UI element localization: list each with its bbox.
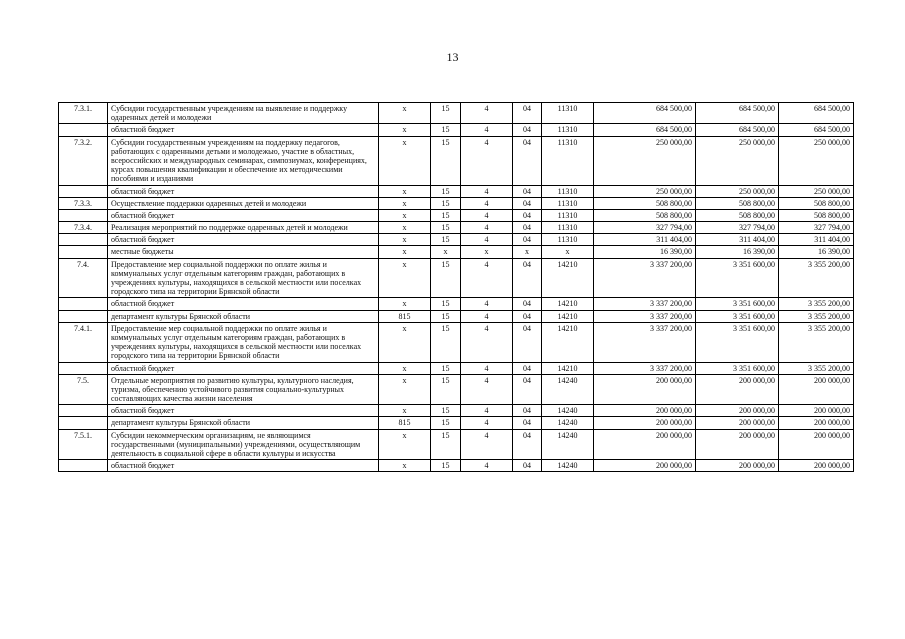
table-row	[59, 405, 854, 417]
code-subprogram: 4	[461, 124, 513, 136]
code-section: 04	[513, 405, 542, 417]
code-program: 15	[431, 234, 461, 246]
amount-year-3: 3 355 200,00	[779, 298, 854, 310]
table-row	[59, 185, 854, 197]
code-section: 04	[513, 124, 542, 136]
amount-year-2: 327 794,00	[696, 222, 779, 234]
code-ministry: х	[379, 197, 431, 209]
table-body	[59, 103, 854, 472]
code-direction: 14240	[542, 405, 594, 417]
amount-year-1: 200 000,00	[594, 460, 696, 472]
code-direction: 14240	[542, 460, 594, 472]
code-program: 15	[431, 136, 461, 185]
table-row	[59, 209, 854, 221]
code-direction: 11310	[542, 222, 594, 234]
row-name: департамент культуры Брянской области	[108, 417, 379, 429]
code-subprogram: 4	[461, 310, 513, 322]
amount-year-3: 16 390,00	[779, 246, 854, 258]
table-row	[59, 124, 854, 136]
amount-year-2: 3 351 600,00	[696, 258, 779, 298]
row-number	[59, 246, 108, 258]
code-subprogram: 4	[461, 197, 513, 209]
code-subprogram: 4	[461, 374, 513, 405]
row-number: 7.5.1.	[59, 429, 108, 460]
amount-year-3: 3 355 200,00	[779, 258, 854, 298]
code-section: 04	[513, 185, 542, 197]
code-section: 04	[513, 197, 542, 209]
row-name: областной бюджет	[108, 124, 379, 136]
amount-year-3: 3 355 200,00	[779, 362, 854, 374]
code-direction: 11310	[542, 197, 594, 209]
table-row	[59, 322, 854, 362]
code-ministry: х	[379, 429, 431, 460]
row-number: 7.3.4.	[59, 222, 108, 234]
row-number	[59, 209, 108, 221]
table-row	[59, 429, 854, 460]
row-number: 7.4.	[59, 258, 108, 298]
row-number	[59, 460, 108, 472]
amount-year-2: 684 500,00	[696, 103, 779, 124]
table-row	[59, 103, 854, 124]
code-program: 15	[431, 460, 461, 472]
amount-year-1: 311 404,00	[594, 234, 696, 246]
amount-year-3: 684 500,00	[779, 103, 854, 124]
amount-year-1: 200 000,00	[594, 374, 696, 405]
code-direction: 14210	[542, 322, 594, 362]
amount-year-2: 200 000,00	[696, 417, 779, 429]
amount-year-1: 3 337 200,00	[594, 322, 696, 362]
code-direction: 14210	[542, 258, 594, 298]
amount-year-2: 311 404,00	[696, 234, 779, 246]
amount-year-3: 508 800,00	[779, 197, 854, 209]
amount-year-2: 3 351 600,00	[696, 310, 779, 322]
amount-year-2: 200 000,00	[696, 374, 779, 405]
code-section: 04	[513, 322, 542, 362]
table-row	[59, 234, 854, 246]
code-section: 04	[513, 103, 542, 124]
row-name: местные бюджеты	[108, 246, 379, 258]
code-section: 04	[513, 209, 542, 221]
code-program: 15	[431, 197, 461, 209]
amount-year-1: 508 800,00	[594, 197, 696, 209]
code-direction: 11310	[542, 209, 594, 221]
amount-year-1: 508 800,00	[594, 209, 696, 221]
code-section: х	[513, 246, 542, 258]
amount-year-2: 3 351 600,00	[696, 298, 779, 310]
amount-year-1: 250 000,00	[594, 185, 696, 197]
table-row	[59, 258, 854, 298]
code-subprogram: 4	[461, 417, 513, 429]
table-row	[59, 197, 854, 209]
code-program: 15	[431, 362, 461, 374]
amount-year-2: 250 000,00	[696, 136, 779, 185]
amount-year-3: 200 000,00	[779, 374, 854, 405]
code-subprogram: 4	[461, 429, 513, 460]
amount-year-3: 200 000,00	[779, 417, 854, 429]
code-program: 15	[431, 258, 461, 298]
code-direction: 14240	[542, 374, 594, 405]
code-subprogram: 4	[461, 460, 513, 472]
budget-table	[58, 102, 854, 472]
row-number: 7.3.1.	[59, 103, 108, 124]
amount-year-1: 684 500,00	[594, 124, 696, 136]
code-subprogram: 4	[461, 222, 513, 234]
page-number: 13	[446, 50, 459, 64]
row-number: 7.5.	[59, 374, 108, 405]
row-name: Субсидии государственным учреждениям на выявление и поддержку одаренных детей и молодежи	[108, 103, 379, 124]
amount-year-1: 200 000,00	[594, 429, 696, 460]
code-program: 15	[431, 417, 461, 429]
amount-year-3: 3 355 200,00	[779, 322, 854, 362]
table-row	[59, 460, 854, 472]
row-number	[59, 405, 108, 417]
row-name: Субсидии государственным учреждениям на поддержку педагогов, работающих с одаренными детьми и молодежью, участие в областных, всероссийских и международных семинарах, симпозиумах, конференциях, курсах повышения квалификации и обеспечение их методическими пособиями и изданиями	[108, 136, 379, 185]
amount-year-2: 200 000,00	[696, 460, 779, 472]
code-direction: 11310	[542, 124, 594, 136]
code-program: 15	[431, 429, 461, 460]
code-subprogram: 4	[461, 185, 513, 197]
code-ministry: х	[379, 460, 431, 472]
amount-year-1: 327 794,00	[594, 222, 696, 234]
code-program: 15	[431, 310, 461, 322]
code-direction: 14240	[542, 429, 594, 460]
table-row	[59, 362, 854, 374]
row-name: Предоставление мер социальной поддержки по оплате жилья и коммунальных услуг отдельным категориям граждан, работающих в учреждениях культуры, находящихся в сельской местности или поселках городского типа на территории Брянской области	[108, 322, 379, 362]
row-name: областной бюджет	[108, 405, 379, 417]
code-program: 15	[431, 405, 461, 417]
row-number: 7.3.2.	[59, 136, 108, 185]
code-ministry: х	[379, 103, 431, 124]
amount-year-3: 250 000,00	[779, 136, 854, 185]
row-name: областной бюджет	[108, 298, 379, 310]
row-number	[59, 124, 108, 136]
table-row	[59, 136, 854, 185]
table-row	[59, 374, 854, 405]
amount-year-1: 3 337 200,00	[594, 362, 696, 374]
code-ministry: х	[379, 185, 431, 197]
amount-year-1: 200 000,00	[594, 405, 696, 417]
code-ministry: х	[379, 124, 431, 136]
row-name: Реализация мероприятий по поддержке одаренных детей и молодежи	[108, 222, 379, 234]
code-section: 04	[513, 374, 542, 405]
amount-year-1: 16 390,00	[594, 246, 696, 258]
code-ministry: 815	[379, 417, 431, 429]
row-name: областной бюджет	[108, 185, 379, 197]
row-name: Отдельные мероприятия по развитию культуры, культурного наследия, туризма, обеспечению устойчивого развития социально-культурных составляющих качества жизни населения	[108, 374, 379, 405]
amount-year-1: 684 500,00	[594, 103, 696, 124]
code-program: 15	[431, 103, 461, 124]
amount-year-2: 3 351 600,00	[696, 322, 779, 362]
code-subprogram: 4	[461, 103, 513, 124]
amount-year-3: 508 800,00	[779, 209, 854, 221]
amount-year-3: 3 355 200,00	[779, 310, 854, 322]
amount-year-1: 3 337 200,00	[594, 310, 696, 322]
code-subprogram: 4	[461, 298, 513, 310]
amount-year-1: 250 000,00	[594, 136, 696, 185]
amount-year-2: 200 000,00	[696, 429, 779, 460]
amount-year-3: 200 000,00	[779, 405, 854, 417]
code-program: 15	[431, 124, 461, 136]
code-program: 15	[431, 222, 461, 234]
amount-year-2: 508 800,00	[696, 209, 779, 221]
row-number	[59, 362, 108, 374]
code-ministry: х	[379, 374, 431, 405]
row-name: областной бюджет	[108, 460, 379, 472]
code-section: 04	[513, 429, 542, 460]
table-row	[59, 246, 854, 258]
code-ministry: х	[379, 298, 431, 310]
code-section: 04	[513, 460, 542, 472]
code-section: 04	[513, 136, 542, 185]
code-direction: 14210	[542, 362, 594, 374]
amount-year-2: 508 800,00	[696, 197, 779, 209]
amount-year-2: 250 000,00	[696, 185, 779, 197]
row-number	[59, 185, 108, 197]
code-subprogram: 4	[461, 405, 513, 417]
row-name: Осуществление поддержки одаренных детей и молодежи	[108, 197, 379, 209]
amount-year-1: 3 337 200,00	[594, 258, 696, 298]
amount-year-3: 200 000,00	[779, 429, 854, 460]
code-subprogram: 4	[461, 209, 513, 221]
code-section: 04	[513, 362, 542, 374]
code-section: 04	[513, 298, 542, 310]
code-ministry: х	[379, 209, 431, 221]
code-subprogram: х	[461, 246, 513, 258]
amount-year-1: 3 337 200,00	[594, 298, 696, 310]
amount-year-2: 684 500,00	[696, 124, 779, 136]
amount-year-3: 684 500,00	[779, 124, 854, 136]
code-ministry: 815	[379, 310, 431, 322]
row-name: областной бюджет	[108, 362, 379, 374]
code-ministry: х	[379, 222, 431, 234]
code-section: 04	[513, 222, 542, 234]
code-ministry: х	[379, 405, 431, 417]
code-ministry: х	[379, 246, 431, 258]
code-subprogram: 4	[461, 362, 513, 374]
code-program: 15	[431, 185, 461, 197]
code-subprogram: 4	[461, 234, 513, 246]
code-section: 04	[513, 258, 542, 298]
amount-year-3: 327 794,00	[779, 222, 854, 234]
code-subprogram: 4	[461, 136, 513, 185]
code-direction: 14210	[542, 310, 594, 322]
code-ministry: х	[379, 136, 431, 185]
code-direction: 11310	[542, 103, 594, 124]
code-section: 04	[513, 234, 542, 246]
code-program: 15	[431, 322, 461, 362]
code-subprogram: 4	[461, 322, 513, 362]
row-number	[59, 417, 108, 429]
code-direction: 11310	[542, 234, 594, 246]
code-direction: х	[542, 246, 594, 258]
amount-year-2: 3 351 600,00	[696, 362, 779, 374]
code-section: 04	[513, 310, 542, 322]
table-row	[59, 417, 854, 429]
amount-year-2: 200 000,00	[696, 405, 779, 417]
row-name: областной бюджет	[108, 234, 379, 246]
code-program: х	[431, 246, 461, 258]
table-row	[59, 222, 854, 234]
amount-year-3: 250 000,00	[779, 185, 854, 197]
table-row	[59, 298, 854, 310]
amount-year-2: 16 390,00	[696, 246, 779, 258]
code-direction: 14210	[542, 298, 594, 310]
code-program: 15	[431, 298, 461, 310]
table-row	[59, 310, 854, 322]
row-number: 7.4.1.	[59, 322, 108, 362]
amount-year-3: 311 404,00	[779, 234, 854, 246]
row-number	[59, 234, 108, 246]
code-section: 04	[513, 417, 542, 429]
row-number: 7.3.3.	[59, 197, 108, 209]
row-name: Предоставление мер социальной поддержки по оплате жилья и коммунальных услуг отдельным категориям граждан, работающих в учреждениях культуры, находящихся в сельской местности или поселках городского типа на территории Брянской области	[108, 258, 379, 298]
code-direction: 11310	[542, 136, 594, 185]
amount-year-1: 200 000,00	[594, 417, 696, 429]
code-program: 15	[431, 209, 461, 221]
code-program: 15	[431, 374, 461, 405]
row-name: Субсидии некоммерческим организациям, не являющимся государственными (муниципальными) учреждениями, осуществляющим деятельность в социальной сфере в области культуры и искусства	[108, 429, 379, 460]
row-number	[59, 310, 108, 322]
row-name: департамент культуры Брянской области	[108, 310, 379, 322]
code-direction: 14240	[542, 417, 594, 429]
code-ministry: х	[379, 322, 431, 362]
code-subprogram: 4	[461, 258, 513, 298]
row-number	[59, 298, 108, 310]
code-ministry: х	[379, 258, 431, 298]
amount-year-3: 200 000,00	[779, 460, 854, 472]
row-name: областной бюджет	[108, 209, 379, 221]
code-ministry: х	[379, 362, 431, 374]
code-ministry: х	[379, 234, 431, 246]
code-direction: 11310	[542, 185, 594, 197]
